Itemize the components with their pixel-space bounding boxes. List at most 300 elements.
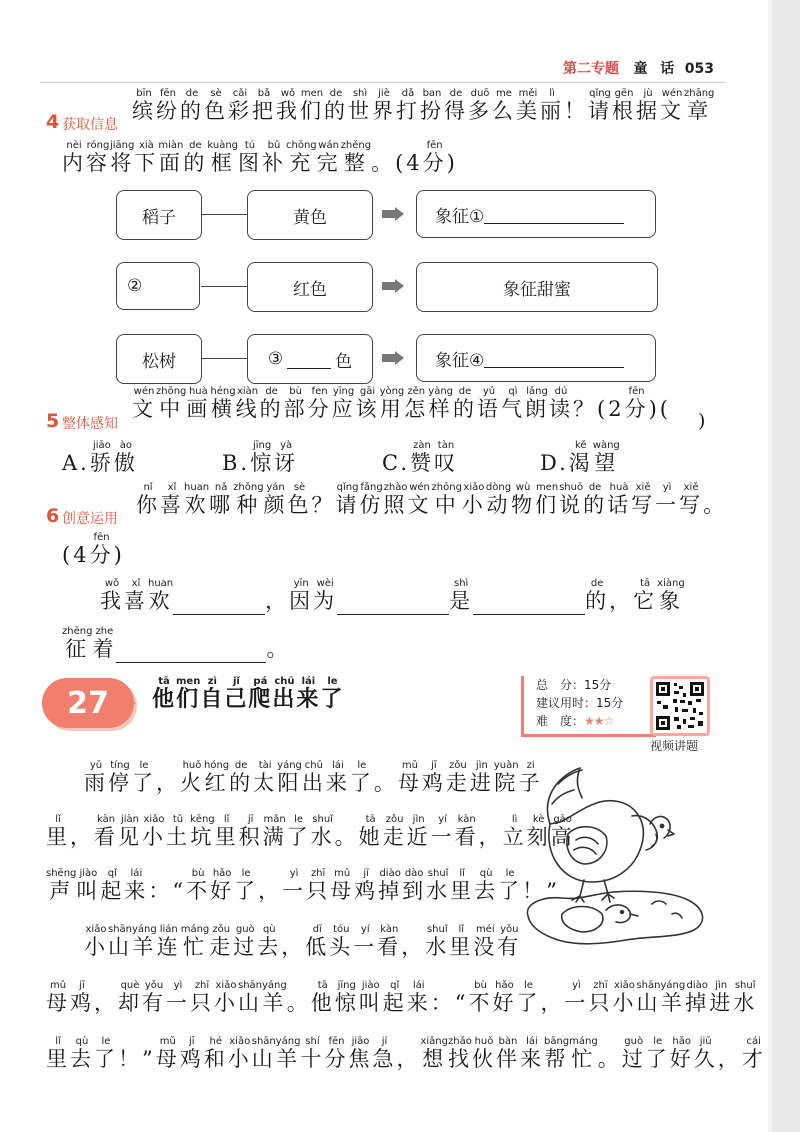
ruby-char: 一yì — [282, 868, 307, 903]
ruby-char: 母mǔ — [46, 980, 70, 1015]
ruby-char: 读dú — [549, 386, 573, 421]
ruby-char: 象xiàng — [657, 578, 685, 613]
ruby-char: 忙máng — [180, 924, 210, 959]
ruby-char: 一yì — [655, 482, 680, 517]
diagram-color-suffix: 色 — [335, 351, 353, 372]
ruby-char: 山shān — [636, 980, 661, 1015]
diagram-box-symbol-4 — [416, 334, 656, 382]
ruby-char: 中zhōng — [431, 482, 462, 517]
ruby-char: ， — [156, 771, 180, 795]
fill-text-b — [265, 578, 338, 613]
ruby-char: 来lái — [406, 980, 431, 1015]
ruby-char: 到dào — [402, 868, 427, 903]
ruby-char: 色sè — [204, 88, 228, 123]
ruby-char: 来lái — [124, 868, 149, 903]
ruby-char: 样yàng — [428, 386, 454, 421]
ruby-char: 据jù — [636, 88, 660, 123]
ruby-char: 焦jiāo — [348, 1036, 373, 1071]
ruby-char: 帮bāng — [543, 1036, 570, 1071]
ruby-char: 满mǎn — [262, 814, 287, 849]
ruby-char: 的de — [229, 760, 254, 795]
ruby-char: 们men — [176, 676, 201, 712]
ruby-char: 伙huǒ — [471, 1036, 496, 1071]
diagram-box-pine — [116, 334, 202, 384]
ruby-char: 彩cǎi — [228, 88, 252, 123]
ruby-char: 惊jīng — [250, 440, 275, 475]
ruby-char: 怎zěn — [404, 386, 429, 421]
diagram-connector — [201, 214, 247, 215]
ruby-char: 横héng — [210, 386, 236, 421]
ruby-char: 部bù — [283, 386, 308, 421]
video-lesson-label: 视频讲题 — [650, 739, 699, 753]
ruby-char: 起qǐ — [382, 980, 407, 1015]
ruby-char: 叹tàn — [434, 440, 458, 475]
ruby-char: 出chū — [272, 676, 297, 712]
ruby-char: 找zhǎo — [447, 1036, 472, 1071]
ruby-char: 小xiǎo — [227, 1036, 252, 1071]
ruby-char: 小xiǎo — [461, 482, 486, 517]
question-6-number: 6 — [46, 505, 60, 527]
ruby-char: ( — [659, 397, 671, 421]
ruby-char: 丽lì — [540, 88, 564, 123]
total-score-label: 总 分： — [536, 678, 585, 692]
ruby-char: 里lǐ — [214, 814, 239, 849]
answer-blank-reason[interactable] — [337, 614, 449, 615]
ruby-char: 它tā — [633, 578, 658, 613]
diagram-red-label: 红色 — [293, 279, 327, 300]
diagram-box-yellow — [247, 190, 373, 240]
story-p1-line3 — [46, 868, 560, 905]
ruby-char: 火huǒ — [180, 760, 204, 795]
page-number: 053 — [684, 61, 714, 77]
question-6-fill-line-1 — [100, 578, 685, 615]
ruby-char: 中zhōng — [156, 386, 187, 421]
ruby-char: 看kàn — [94, 814, 118, 849]
ruby-char: 欢huan — [148, 578, 174, 613]
ruby-char: 山shān — [238, 980, 263, 1015]
ruby-char: 有yǒu — [142, 980, 166, 1015]
ruby-char: 己jǐ — [224, 676, 249, 712]
ruby-char: ， — [281, 935, 306, 959]
ruby-char: 立lì — [502, 814, 527, 849]
ruby-char: 过guò — [621, 1036, 646, 1071]
ruby-char: 有yǒu — [497, 924, 522, 959]
ruby-char: (4 — [395, 151, 423, 175]
ruby-char: 请qǐng — [335, 482, 360, 517]
ruby-char: 头tóu — [329, 924, 354, 959]
hen-puddle-illustration — [522, 764, 712, 953]
ruby-char: 看kàn — [454, 814, 479, 849]
ruby-char: 只zhī — [306, 868, 331, 903]
ruby-char: 只zhī — [588, 980, 613, 1015]
ruby-char: 叫jiào — [358, 980, 383, 1015]
ruby-char: 羊yáng — [262, 980, 287, 1015]
time-label: 建议用时： — [536, 696, 597, 710]
page-edge — [772, 0, 800, 1132]
question-6-fill-line-2 — [62, 626, 290, 663]
total-score: 15分 — [584, 678, 612, 692]
ruby-char: 起qǐ — [100, 868, 125, 903]
difficulty-label: 难 度： — [536, 714, 585, 728]
ruby-char: 整zhěng — [340, 140, 372, 175]
ruby-char: 的de — [324, 88, 348, 123]
ruby-char: 多duō — [468, 88, 492, 123]
ruby-char: 不bù — [468, 980, 493, 1015]
diagram-pine-label: 松树 — [142, 351, 176, 372]
question-6-score — [62, 532, 125, 569]
ruby-char: 。 — [371, 151, 396, 175]
ruby-char: 看kàn — [377, 924, 402, 959]
ruby-char: 把bǎ — [252, 88, 276, 123]
ruby-char: 红hóng — [204, 760, 230, 795]
question-5-option-d[interactable] — [540, 440, 620, 477]
ruby-char: 坑kēng — [190, 814, 215, 849]
diagram-yellow-label: 黄色 — [293, 207, 327, 228]
ruby-char: 积jī — [238, 814, 263, 849]
ruby-char: 分fēn — [89, 532, 114, 567]
ruby-char: 么me — [492, 88, 516, 123]
ruby-char: 连lián — [156, 924, 181, 959]
ruby-char: ， — [70, 825, 94, 849]
ruby-char: 着zhe — [92, 626, 117, 661]
ruby-char: 水shuǐ — [425, 924, 450, 959]
ruby-char: ？ — [311, 493, 336, 517]
ruby-char: 进jìn — [469, 760, 494, 795]
ruby-char: 见jiàn — [118, 814, 142, 849]
ruby-char: 掉diào — [685, 980, 710, 1015]
ruby-char: 自zì — [200, 676, 225, 712]
question-5-option-b[interactable] — [222, 440, 298, 477]
question-5-paren-close: ) — [698, 410, 706, 432]
question-5-option-a[interactable] — [62, 440, 138, 477]
ruby-char: 根gēn — [612, 88, 636, 123]
header-divider — [40, 82, 725, 83]
story-p2-line2 — [46, 980, 757, 1017]
ruby-char: 们men — [535, 482, 560, 517]
ruby-char: 出chū — [301, 760, 326, 795]
ruby-char: 了le — [286, 814, 311, 849]
diagram-box-symbol-1 — [416, 190, 656, 238]
ruby-char: 写xiě — [631, 482, 656, 517]
ruby-char: ， — [265, 589, 290, 613]
question-5-option-c[interactable] — [382, 440, 458, 477]
ruby-char: 却què — [118, 980, 142, 1015]
ruby-char: 纷fēn — [156, 88, 180, 123]
ruby-char: 的de — [585, 578, 610, 613]
ruby-char: 走zǒu — [382, 814, 407, 849]
ruby-char: 雨yǔ — [84, 760, 108, 795]
ruby-char: 低dī — [305, 924, 330, 959]
ruby-char: 的de — [259, 386, 284, 421]
ruby-char: 打dǎ — [396, 88, 420, 123]
question-4-line1 — [132, 88, 732, 125]
question-6-tag: 创意运用 — [62, 511, 118, 527]
ruby-char: 说shuō — [559, 482, 584, 517]
ruby-char: 一yí — [353, 924, 378, 959]
ruby-char: ！ — [564, 99, 588, 123]
ruby-char: 为wèi — [313, 578, 338, 613]
answer-blank-4[interactable] — [484, 349, 624, 368]
suggested-time: 15分 — [596, 696, 624, 710]
ruby-char: 。 — [597, 1047, 622, 1071]
ruby-char: 鸡jī — [70, 980, 94, 1015]
diagram-blank-3-label: ③ — [267, 349, 284, 369]
diagram-sweet-label: 象征甜蜜 — [503, 279, 571, 300]
diagram-box-red — [247, 262, 373, 312]
ruby-char: 物wù — [511, 482, 536, 517]
ruby-char: 分fen — [307, 386, 332, 421]
ruby-char: ， — [717, 1047, 742, 1071]
ruby-char: 阳yáng — [277, 760, 302, 795]
ruby-char: 内nèi — [62, 140, 86, 175]
ruby-char: 将jiāng — [110, 140, 135, 175]
answer-blank-symbol[interactable] — [116, 662, 266, 663]
ruby-char: 鸡jī — [354, 868, 379, 903]
ruby-char: 一yí — [430, 814, 455, 849]
diagram-box-symbol-sweet — [416, 262, 658, 312]
question-4-number: 4 — [46, 111, 60, 133]
diagram-box-2 — [116, 262, 200, 310]
question-6-line — [136, 482, 727, 519]
ruby-char: 了le — [498, 868, 523, 903]
ruby-char: 想xiǎng — [420, 1036, 448, 1071]
ruby-char: 的de — [180, 88, 204, 123]
ruby-char: 水shuǐ — [426, 868, 451, 903]
page-header — [563, 58, 714, 78]
ruby-char: 傲ào — [113, 440, 138, 475]
ruby-char: 骄jiāo — [89, 440, 114, 475]
ruby-char: 色sè — [287, 482, 312, 517]
diagram-connector — [201, 358, 247, 359]
ruby-char: 里lǐ — [449, 924, 474, 959]
ruby-char: ) — [113, 543, 125, 567]
difficulty-stars: ★★☆ — [584, 714, 614, 728]
ruby-char: 赞zàn — [410, 440, 434, 475]
ruby-char: (2 — [597, 397, 625, 421]
ruby-char: 了le — [320, 676, 345, 712]
ruby-char: 文wén — [407, 482, 432, 517]
question-5-tag: 整体感知 — [62, 416, 118, 432]
ruby-char: 用yòng — [379, 386, 405, 421]
ruby-char: 分fēn — [624, 386, 649, 421]
ruby-char: 停tíng — [108, 760, 132, 795]
ruby-char: ， — [94, 991, 118, 1015]
ruby-char: 喜xǐ — [160, 482, 184, 517]
ruby-char: 了le — [234, 868, 259, 903]
ruby-char: 文wén — [660, 88, 684, 123]
ruby-char: 。 — [286, 991, 311, 1015]
ruby-char: 和hé — [203, 1036, 228, 1071]
option-letter: B. — [222, 451, 251, 475]
question-4-line2 — [62, 140, 458, 177]
ruby-char: 子zi — [518, 760, 543, 795]
ruby-char: 好hǎo — [210, 868, 235, 903]
ruby-char: 征zhēng — [62, 626, 93, 661]
ruby-char: 分fēn — [422, 140, 447, 175]
ruby-char: 朗lǎng — [525, 386, 549, 421]
ruby-char: 了le — [94, 1036, 118, 1071]
ruby-char: 的de — [183, 140, 208, 175]
ruby-char: 母mǔ — [330, 868, 355, 903]
ruby-char: 里lǐ — [46, 814, 70, 849]
header-subject: 童 话 — [633, 61, 679, 77]
ruby-char: 我wǒ — [276, 88, 300, 123]
diagram-rice-label: 稻子 — [142, 207, 176, 228]
ruby-char: 了le — [132, 760, 156, 795]
ruby-char: 急jí — [372, 1036, 397, 1071]
diagram-symbol-4-label: 象征④ — [435, 350, 485, 371]
ruby-char: 走zǒu — [209, 924, 234, 959]
ruby-char: 哪nǎ — [209, 482, 234, 517]
ruby-char: 高gāo — [550, 814, 575, 849]
lesson-info-panel — [521, 676, 656, 737]
ruby-char: 。 — [334, 825, 359, 849]
ruby-char: 太tài — [253, 760, 278, 795]
ruby-char: 鸡jī — [179, 1036, 204, 1071]
ruby-char: 土tǔ — [166, 814, 190, 849]
ruby-char: ， — [540, 991, 565, 1015]
diagram-connector — [201, 286, 247, 287]
fill-text-e — [62, 626, 117, 661]
option-letter: A. — [62, 451, 90, 475]
ruby-char: 界jiè — [372, 88, 396, 123]
ruby-char: 语yǔ — [477, 386, 501, 421]
qr-code-icon[interactable] — [650, 676, 710, 736]
ruby-char: 忙máng — [569, 1036, 598, 1071]
ruby-char: ) — [446, 151, 458, 175]
ruby-char: 久jiǔ — [693, 1036, 718, 1071]
ruby-char: ， — [478, 825, 503, 849]
ruby-char: 渴kě — [568, 440, 593, 475]
ruby-char: 他tā — [310, 980, 335, 1015]
ruby-char: 你nǐ — [136, 482, 160, 517]
ruby-char: 因yīn — [289, 578, 314, 613]
ruby-char: 充chōng — [286, 140, 317, 175]
ruby-char: 好hǎo — [669, 1036, 694, 1071]
lesson-title — [152, 676, 344, 713]
fill-text-a — [100, 578, 174, 613]
ruby-char: 里lǐ — [46, 1036, 70, 1071]
ruby-char: ？ — [573, 397, 597, 421]
page-edge-shadow — [768, 0, 772, 1132]
ruby-char: 了le — [516, 980, 541, 1015]
ruby-char: 望wàng — [592, 440, 620, 475]
ruby-char: 世shì — [348, 88, 372, 123]
answer-blank-color[interactable] — [173, 614, 265, 615]
ruby-char: 们men — [300, 88, 324, 123]
ruby-char: 仿fǎng — [359, 482, 384, 517]
option-letter: C. — [382, 451, 410, 475]
diagram-blank-2-label[interactable]: ② — [127, 276, 143, 296]
ruby-char: 叫jiào — [76, 868, 101, 903]
ruby-char: 讶yà — [274, 440, 299, 475]
ruby-char: 她tā — [358, 814, 383, 849]
ruby-char: 羊yáng — [132, 924, 157, 959]
ruby-char: 的de — [583, 482, 608, 517]
ruby-char: 鸡jī — [421, 760, 446, 795]
ruby-char: ！” — [118, 1047, 156, 1071]
ruby-char: 十shí — [300, 1036, 325, 1071]
question-4-tag: 获取信息 — [62, 117, 118, 133]
ruby-char: 掉diào — [378, 868, 403, 903]
ruby-char: 来lái — [519, 1036, 544, 1071]
ruby-char: 声shēng — [46, 868, 77, 903]
ruby-char: 山shān — [108, 924, 133, 959]
ruby-char: 应yīng — [331, 386, 356, 421]
question-5-line — [132, 386, 671, 423]
ruby-char: 去qù — [70, 1036, 94, 1071]
ruby-char: 缤bīn — [132, 88, 156, 123]
ruby-char: 框kuàng — [207, 140, 239, 175]
fill-period: 。 — [266, 637, 291, 661]
ruby-char: 画huà — [186, 386, 211, 421]
ruby-char: 小xiǎo — [84, 924, 108, 959]
ruby-char: 。 — [703, 493, 728, 517]
ruby-char: 一yì — [166, 980, 190, 1015]
ruby-char: 气qì — [501, 386, 525, 421]
ruby-char: 去qù — [474, 868, 499, 903]
ruby-char: 院yuàn — [493, 760, 519, 795]
ruby-char: 小xiǎo — [214, 980, 238, 1015]
ruby-char: (4 — [62, 543, 90, 567]
answer-blank-1[interactable] — [484, 205, 624, 224]
answer-blank-object[interactable] — [473, 614, 585, 615]
ruby-char: 话huà — [607, 482, 632, 517]
ruby-char: 才cái — [741, 1036, 766, 1071]
ruby-char: 伴bàn — [495, 1036, 520, 1071]
ruby-char: 扮ban — [420, 88, 444, 123]
header-topic: 第二专题 — [562, 61, 619, 77]
ruby-char: 来lái — [325, 760, 350, 795]
ruby-char: 图tú — [238, 140, 262, 175]
diagram-box-rice — [116, 190, 202, 240]
ruby-char: 过guò — [233, 924, 258, 959]
ruby-char: 母mǔ — [155, 1036, 180, 1071]
ruby-char: 水shuǐ — [310, 814, 335, 849]
ruby-char: 母mǔ — [397, 760, 422, 795]
ruby-char: 小xiǎo — [612, 980, 637, 1015]
ruby-char: 动dòng — [485, 482, 512, 517]
fill-text-c — [449, 578, 474, 613]
story-p1-line1 — [84, 760, 543, 797]
ruby-char: 只zhī — [190, 980, 214, 1015]
ruby-char: 种zhǒng — [233, 482, 264, 517]
ruby-char: 分fēn — [324, 1036, 349, 1071]
ruby-char: 喜xǐ — [124, 578, 148, 613]
ruby-char: ， — [609, 589, 634, 613]
ruby-char: 近jìn — [406, 814, 431, 849]
ruby-char: 该gāi — [355, 386, 380, 421]
ruby-char: 欢huan — [184, 482, 210, 517]
ruby-char: 了le — [349, 760, 374, 795]
ruby-char: 是shì — [449, 578, 474, 613]
badge-tail — [118, 690, 136, 716]
question-5-number: 5 — [46, 410, 60, 432]
ruby-char: 羊yáng — [275, 1036, 301, 1071]
ruby-char: 惊jīng — [334, 980, 359, 1015]
lesson-number: 27 — [67, 685, 109, 721]
story-p2-line3 — [46, 1036, 766, 1073]
ruby-char: ：“ — [148, 879, 187, 903]
ruby-char: 写xiě — [679, 482, 704, 517]
answer-blank-3[interactable] — [287, 350, 331, 369]
ruby-char: 里lǐ — [450, 868, 475, 903]
ruby-char: 章zhāng — [684, 88, 715, 123]
ruby-char: ， — [401, 935, 426, 959]
ruby-char: 容róng — [86, 140, 110, 175]
ruby-char: 请qǐng — [588, 88, 612, 123]
ruby-char: 颜yán — [263, 482, 288, 517]
